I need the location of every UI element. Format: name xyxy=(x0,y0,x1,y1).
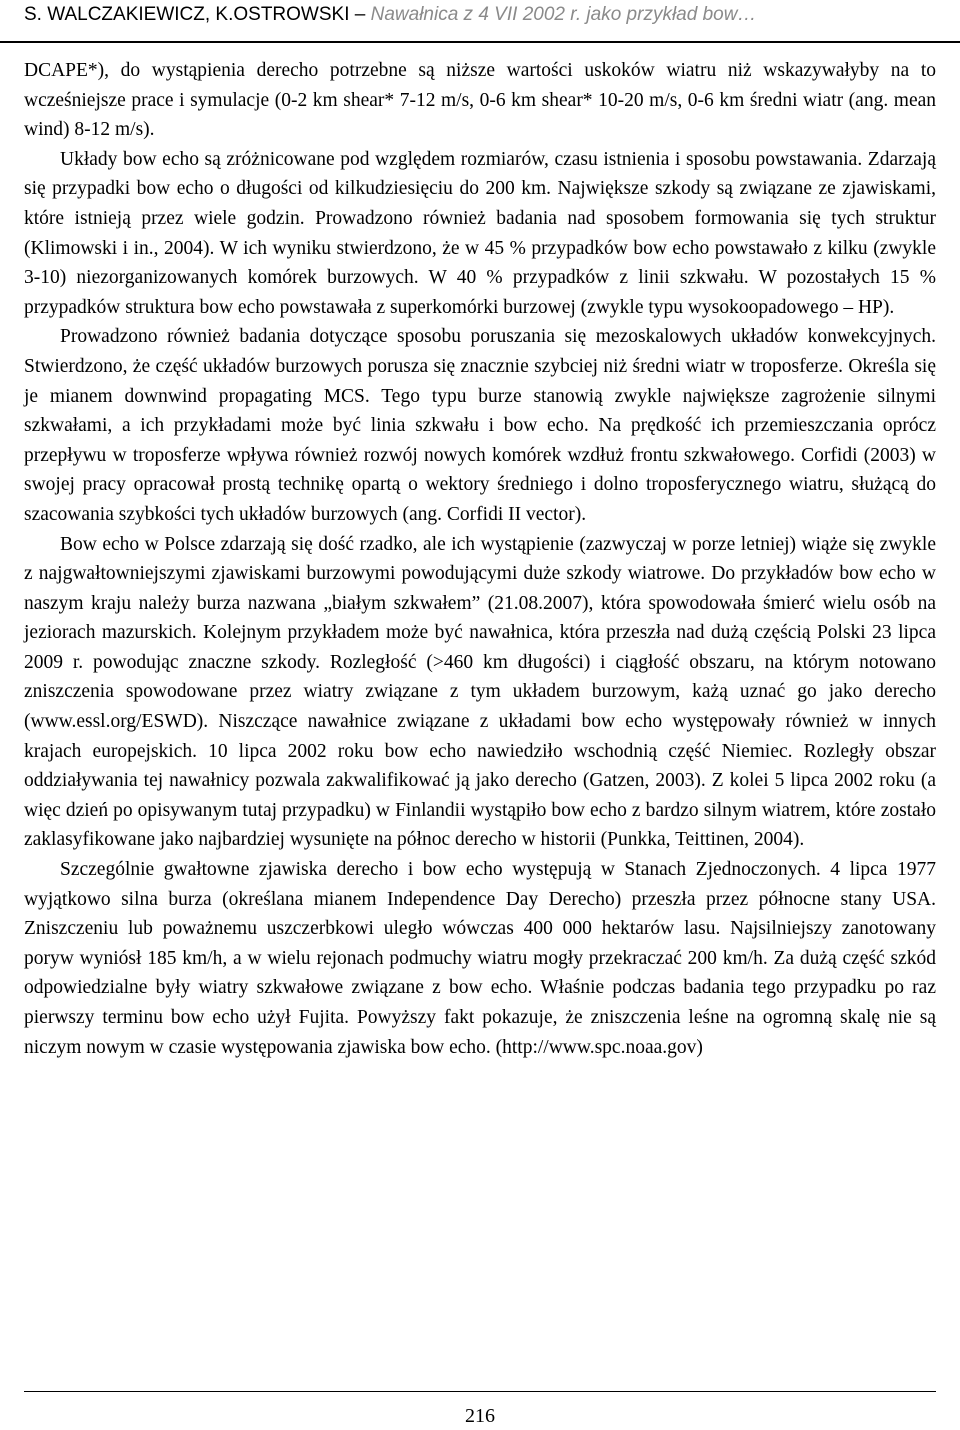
paragraph-mcs-movement: Prowadzono również badania dotyczące sposobu poruszania się mezoskalowych układów konwekcyjnych. Stwierdzono, że część układów burzowych porusza się znacznie szybciej niż średni wiatr w troposferze. Określa się je mianem downwind propagating MCS. Tego typu burze stanowią zwykle największe zagrożenie silnymi szkwałami, a ich przykładami może być linia szkwału i bow echo. Na prędkość ich przemieszczania oprócz przepływu w troposferze wpływa również rozwój nowych komórek wzdłuż frontu szkwałowego. Corfidi (2003) w swojej pracy opracował prostą technikę opartą o wektory średniego i dolno troposferycznego wiatru, służącą do szacowania szybkości tych układów burzowych (ang. Corfidi II vector). xyxy=(24,326,936,525)
header-title: Nawałnica z 4 VII 2002 r. jako przykład bow… xyxy=(370,4,757,25)
paragraph-bow-echo-types: Układy bow echo są zróżnicowane pod względem rozmiarów, czasu istnienia i sposobu powstawania. Zdarzają się przypadki bow echo o długości od kilkudziesięciu do 200 km. Największe szkody są związane ze zjawiskami, które istnieją przez wiele godzin. Prowadzono również badania nad sposobem formowania się tych struktur (Klimowski i in., 2004). W ich wyniku stwierdzono, że w 45 % przypadków bow echo powstawało z kilku (zwykle 3-10) niezorganizowanych komórek burzowych. W 40 % przypadków z linii szkwału. W pozostałych 15 % przypadków struktura bow echo powstawała z superkomórki burzowej (zwykle typu wysokoopadowego – HP). xyxy=(24,148,936,318)
header-rule xyxy=(0,41,960,43)
paragraph-bow-echo-usa: Szczególnie gwałtowne zjawiska derecho i bow echo występują w Stanach Zjednoczonych. 4 lipca 1977 wyjątkowo silna burza (określana mianem Independence Day Derecho) przeszła przez północne stany USA. Zniszczeniu lub poważnemu uszczerbkowi uległo wówczas 400 000 hektarów lasu. Najsilniejszy zanotowany poryw wyniósł 185 km/h, a w wielu rejonach podmuchy wiatru mogły przekraczać 200 km/h. Za dużą część szkód odpowiedzialne były wiatry szkwałowe związane z bow echo. Właśnie podczas badania tego przypadku po raz pierwszy terminu bow echo użył Fujita. Powyższy fakt pokazuje, że zniszczenia leśne na ogromną skalę nie są niczym nowym w czasie występowania zjawiska bow echo. (http://www.spc.noaa.gov) xyxy=(24,859,936,1058)
paragraph-bow-echo-poland: Bow echo w Polsce zdarzają się dość rzadko, ale ich wystąpienie (zazwyczaj w porze letniej) wiąże się zwykle z najgwałtowniejszymi zjawiskami burzowymi powodującymi duże szkody wiatrowe. Do przykładów bow echo w naszym kraju należy burza nazwana „białym szkwałem” (21.08.2007), która spowodowała śmierć wielu osób na jeziorach mazurskich. Kolejnym przykładem może być nawałnica, która przeszła nad dużą częścią Polski 23 lipca 2009 r. powodując znaczne szkody. Rozległość (>460 km długości) i ciągłość obszaru, na którym notowano zniszczenia spowodowane przez wiatry związane z tym układem burzowym, każą uznać go jako derecho (www.essl.org/ESWD). Niszczące nawałnice związane z układami bow echo występowały również w innych krajach europejskich. 10 lipca 2002 roku bow echo nawiedziło wschodnią część Niemiec. Rozległy obszar oddziaływania tej nawałnicy pozwala zakwalifikować ją jako derecho (Gatzen, 2003). Z kolei 5 lipca 2002 roku (a więc dzień po opisywanym tutaj przypadku) w Finlandii wystąpiło bow echo z bardzo silnym wiatrem, które zostało zaklasyfikowane jako najbardziej wysunięte na północ derecho w historii (Punkka, Teittinen, 2004). xyxy=(24,533,936,851)
page-number: 216 xyxy=(465,1405,495,1427)
body-text xyxy=(24,56,936,1062)
footer-rule xyxy=(24,1391,936,1392)
running-header xyxy=(24,2,944,28)
header-authors: S. WALCZAKIEWICZ, K.OSTROWSKI – xyxy=(24,4,371,25)
paragraph-continued: DCAPE*), do wystąpienia derecho potrzebne są niższe wartości uskoków wiatru niż wskazywałyby na to wcześniejsze prace i symulacje (0-2 km shear* 7-12 m/s, 0-6 km shear* 10-20 m/s, 0-6 km średni wiatr (ang. mean wind) 8-12 m/s). xyxy=(24,60,936,141)
